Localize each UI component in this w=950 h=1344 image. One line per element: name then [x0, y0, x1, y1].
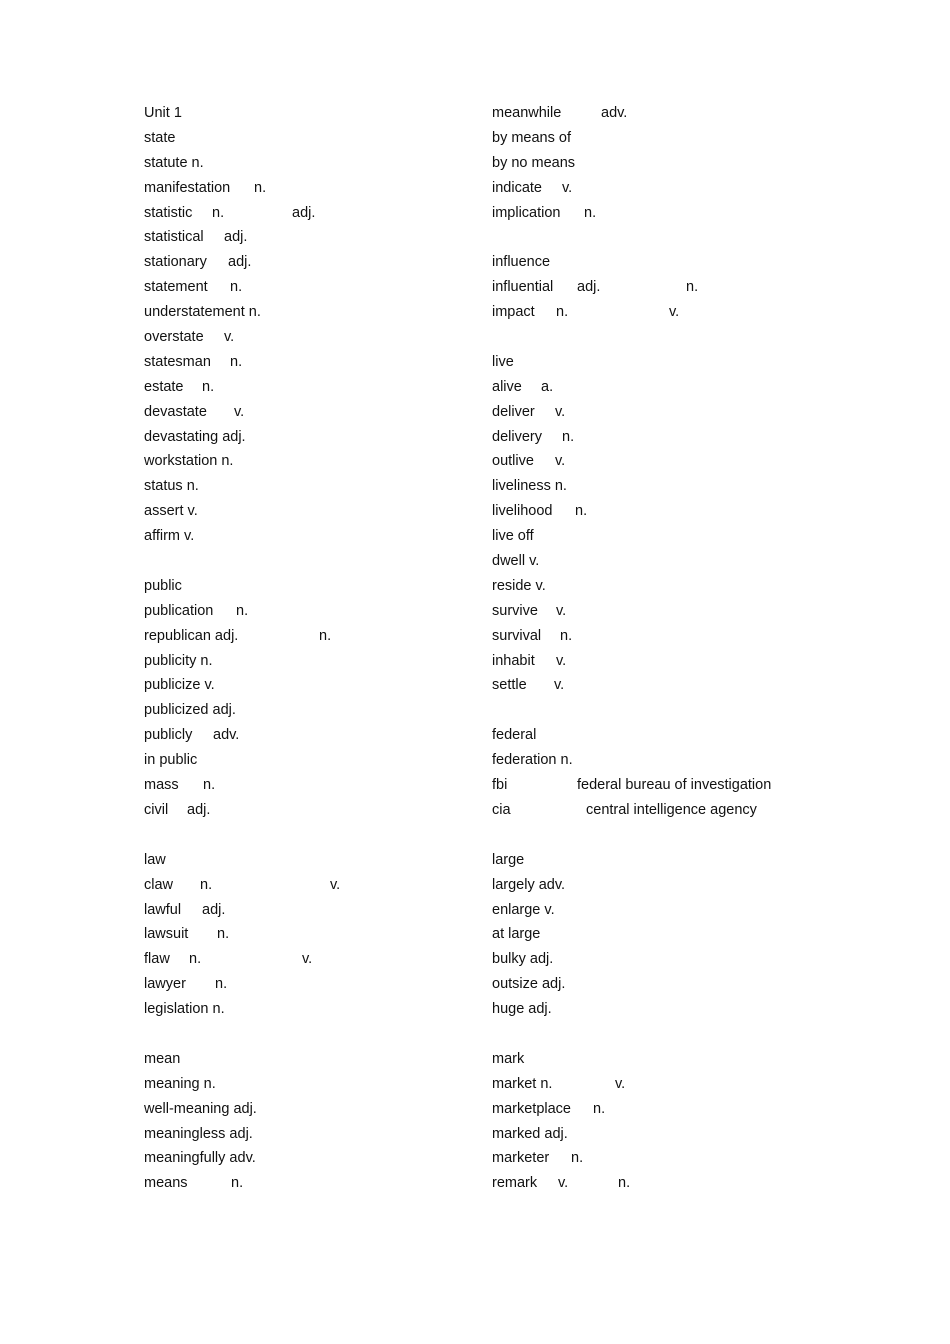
headword: alive [492, 378, 522, 395]
word-entry [144, 673, 474, 698]
word-entry [492, 474, 912, 499]
headword: fbi [492, 777, 508, 794]
word-entry [492, 499, 912, 524]
word-entry [144, 947, 474, 972]
headword: influential [492, 279, 554, 296]
word-entry [144, 574, 474, 599]
blank-line [144, 1022, 474, 1047]
headword: public [144, 577, 182, 594]
word-entry [144, 400, 474, 425]
headword: statement [144, 279, 208, 296]
headword: cia [492, 801, 511, 818]
blank-line [492, 698, 912, 723]
headword: at large [492, 926, 541, 943]
blank-line [144, 823, 474, 848]
word-entry [144, 599, 474, 624]
word-entry [492, 673, 912, 698]
word-entry [492, 176, 912, 201]
word-entry [144, 1047, 474, 1072]
headword: marketer [492, 1150, 550, 1167]
headword: meanwhile [492, 105, 562, 121]
headword: livelihood [492, 503, 553, 520]
headword: well-meaning adj. [144, 1100, 257, 1117]
headword: dwell v. [492, 553, 540, 570]
blank-line [492, 325, 912, 350]
word-entry [144, 524, 474, 549]
word-entry [492, 773, 912, 798]
word-entry [492, 798, 912, 823]
word-entry [492, 300, 912, 325]
word-entry [492, 1072, 912, 1097]
word-entry [144, 1146, 474, 1171]
word-entry [144, 972, 474, 997]
word-entry [144, 848, 474, 873]
headword: stationary [144, 254, 207, 271]
headword: affirm v. [144, 528, 195, 545]
part-of-speech: n. [189, 951, 202, 968]
part-of-speech: adv. [601, 105, 628, 121]
word-entry [492, 1122, 912, 1147]
entry-annotation: v. [302, 951, 313, 968]
part-of-speech: n. [575, 503, 588, 520]
headword: survival [492, 627, 542, 644]
part-of-speech: adj. [224, 229, 248, 246]
headword: outlive [492, 453, 534, 470]
word-entry [492, 599, 912, 624]
word-entry [144, 474, 474, 499]
blank-line [492, 1022, 912, 1047]
word-entry [492, 400, 912, 425]
headword: workstation n. [144, 453, 234, 470]
headword: legislation n. [144, 1001, 225, 1018]
part-of-speech: v. [556, 652, 567, 669]
word-entry [144, 449, 474, 474]
part-of-speech: n. [319, 627, 332, 644]
headword: delivery [492, 428, 542, 445]
part-of-speech: adj. [187, 801, 211, 818]
headword: remark [492, 1175, 538, 1192]
part-of-speech: v. [224, 329, 235, 346]
word-entry [492, 250, 912, 275]
word-entry [492, 748, 912, 773]
headword: estate [144, 378, 184, 395]
word-entry [144, 300, 474, 325]
headword: meaningfully adv. [144, 1150, 256, 1167]
part-of-speech: n. [230, 353, 243, 370]
headword: live off [492, 528, 534, 545]
headword: market n. [492, 1075, 553, 1092]
word-entry [144, 898, 474, 923]
word-entry [492, 1097, 912, 1122]
entry-annotation: v. [669, 304, 680, 321]
word-entry [492, 375, 912, 400]
part-of-speech: v. [556, 602, 567, 619]
headword: lawful [144, 901, 182, 918]
word-entry [492, 898, 912, 923]
part-of-speech: federal bureau of investigation [577, 777, 772, 794]
part-of-speech: n. [584, 204, 597, 221]
word-entry [144, 1072, 474, 1097]
word-entry [492, 126, 912, 151]
word-entry [144, 873, 474, 898]
part-of-speech: n. [254, 179, 267, 196]
headword: deliver [492, 403, 535, 420]
headword: manifestation [144, 179, 231, 196]
headword: publicize v. [144, 677, 215, 694]
part-of-speech: n. [230, 279, 243, 296]
headword: publicity n. [144, 652, 213, 669]
headword: meaning n. [144, 1075, 216, 1092]
word-entry [144, 748, 474, 773]
word-entry [144, 922, 474, 947]
headword: federation n. [492, 752, 573, 769]
headword: Unit 1 [144, 105, 182, 121]
headword: republican adj. [144, 627, 239, 644]
blank-line [492, 225, 912, 250]
word-entry [144, 151, 474, 176]
part-of-speech: v. [558, 1175, 569, 1192]
blank-line [144, 549, 474, 574]
headword: mass [144, 777, 179, 794]
part-of-speech: central intelligence agency [586, 801, 757, 818]
word-entry [492, 1171, 912, 1196]
right-word-column [492, 101, 912, 1196]
word-entry [492, 873, 912, 898]
headword: inhabit [492, 652, 535, 669]
headword: civil [144, 801, 169, 818]
part-of-speech: a. [541, 378, 554, 395]
headword: impact [492, 304, 535, 321]
part-of-speech: n. [212, 204, 225, 221]
headword: law [144, 851, 166, 868]
word-entry [144, 225, 474, 250]
headword: meaningless adj. [144, 1125, 253, 1142]
word-entry [144, 425, 474, 450]
word-entry [144, 499, 474, 524]
entry-annotation: n. [618, 1175, 631, 1192]
word-entry [144, 201, 474, 226]
part-of-speech: n. [217, 926, 230, 943]
part-of-speech: n. [236, 602, 249, 619]
blank-line [492, 823, 912, 848]
headword: statute n. [144, 154, 204, 171]
word-entry [144, 997, 474, 1022]
part-of-speech: n. [202, 378, 215, 395]
headword: bulky adj. [492, 951, 554, 968]
part-of-speech: adj. [577, 279, 601, 296]
word-entry [492, 350, 912, 375]
headword: mean [144, 1050, 181, 1067]
headword: lawyer [144, 976, 186, 993]
headword: liveliness n. [492, 478, 567, 495]
word-entry [492, 201, 912, 226]
word-entry [144, 250, 474, 275]
headword: status n. [144, 478, 199, 495]
word-entry [144, 649, 474, 674]
word-entry [144, 798, 474, 823]
word-entry [492, 425, 912, 450]
word-entry [144, 325, 474, 350]
headword: settle [492, 677, 527, 694]
headword: federal [492, 727, 537, 744]
part-of-speech: n. [200, 876, 213, 893]
headword: publicly [144, 727, 193, 744]
headword: huge adj. [492, 1001, 552, 1018]
part-of-speech: v. [234, 403, 245, 420]
headword: by no means [492, 154, 576, 171]
word-entry [144, 1122, 474, 1147]
headword: implication [492, 204, 561, 221]
word-entry [492, 997, 912, 1022]
part-of-speech: n. [231, 1175, 244, 1192]
word-entry [144, 275, 474, 300]
part-of-speech: adj. [202, 901, 226, 918]
headword: publication [144, 602, 214, 619]
word-entry [492, 151, 912, 176]
headword: mark [492, 1050, 525, 1067]
part-of-speech: n. [215, 976, 228, 993]
word-entry [492, 101, 912, 126]
part-of-speech: adj. [228, 254, 252, 271]
entry-annotation: n. [686, 279, 699, 296]
word-entry [144, 773, 474, 798]
headword: indicate [492, 179, 542, 196]
part-of-speech: v. [555, 403, 566, 420]
word-entry [492, 649, 912, 674]
word-entry [492, 848, 912, 873]
headword: devastating adj. [144, 428, 246, 445]
word-entry [492, 947, 912, 972]
headword: state [144, 129, 176, 146]
headword: in public [144, 752, 198, 769]
headword: publicized adj. [144, 702, 236, 719]
headword: marketplace [492, 1100, 571, 1117]
headword: reside v. [492, 577, 546, 594]
headword: statistic [144, 204, 193, 221]
headword: means [144, 1175, 188, 1192]
word-entry [492, 723, 912, 748]
part-of-speech: n. [593, 1100, 606, 1117]
headword: devastate [144, 403, 207, 420]
word-entry [492, 1146, 912, 1171]
headword: statistical [144, 229, 204, 246]
part-of-speech: n. [562, 428, 575, 445]
headword: large [492, 851, 525, 868]
word-entry [492, 624, 912, 649]
word-entry [492, 922, 912, 947]
word-entry [144, 723, 474, 748]
part-of-speech: adv. [213, 727, 240, 744]
headword: live [492, 353, 514, 370]
headword: marked adj. [492, 1125, 568, 1142]
left-word-column [144, 101, 474, 1196]
headword: largely adv. [492, 876, 566, 893]
part-of-speech: v. [615, 1075, 626, 1092]
word-entry [144, 126, 474, 151]
word-entry [144, 698, 474, 723]
word-entry [492, 524, 912, 549]
part-of-speech: v. [555, 453, 566, 470]
headword: survive [492, 602, 538, 619]
word-entry [144, 1097, 474, 1122]
word-entry [144, 375, 474, 400]
part-of-speech: v. [554, 677, 565, 694]
word-entry [492, 1047, 912, 1072]
headword: understatement n. [144, 304, 261, 321]
headword: lawsuit [144, 926, 189, 943]
word-entry [144, 350, 474, 375]
word-entry [144, 624, 474, 649]
part-of-speech: n. [571, 1150, 584, 1167]
headword: statesman [144, 353, 211, 370]
headword: claw [144, 876, 174, 893]
word-entry [492, 275, 912, 300]
headword: influence [492, 254, 551, 271]
word-entry [144, 1171, 474, 1196]
headword: enlarge v. [492, 901, 555, 918]
part-of-speech: n. [203, 777, 216, 794]
word-entry [144, 101, 474, 126]
headword: flaw [144, 951, 170, 968]
part-of-speech: v. [562, 179, 573, 196]
word-entry [144, 176, 474, 201]
headword: by means of [492, 129, 571, 146]
entry-annotation: v. [330, 876, 341, 893]
word-entry [492, 549, 912, 574]
headword: assert v. [144, 503, 198, 520]
word-entry [492, 574, 912, 599]
part-of-speech: n. [556, 304, 569, 321]
headword: outsize adj. [492, 976, 566, 993]
word-entry [492, 449, 912, 474]
headword: overstate [144, 329, 204, 346]
word-entry [492, 972, 912, 997]
part-of-speech: n. [560, 627, 573, 644]
entry-annotation: adj. [292, 204, 316, 221]
